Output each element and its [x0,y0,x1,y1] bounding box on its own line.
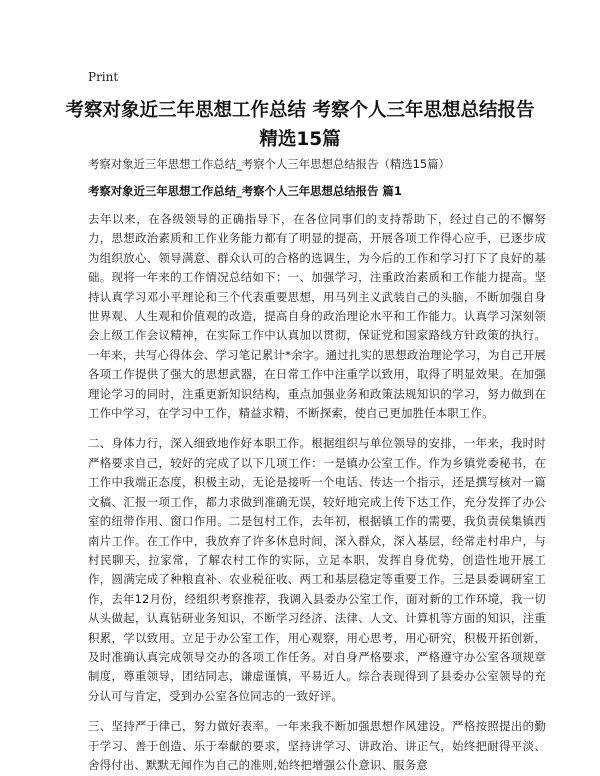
document-subtitle: 考察对象近三年思想工作总结_考察个人三年思想总结报告（精选15篇） [88,157,450,171]
print-link[interactable]: Print [88,70,119,84]
body-paragraph: 二、身体力行，深入细致地作好本职工作。根据组织与单位领导的安排，一年来，我时时严格要求自己，较好的完成了以下几项工作：一是镇办公室工作。作为乡镇党委秘书，在工作中我端正态度，积极主动，无论是接听一个电话、传达一个指示，还是撰写核对一篇文稿、汇报一项工作，都力求做到准确无误，较好地完成上传下达工作，充分发挥了办公室的纽带作用、窗口作用。二是包村工作，去年初，根据镇工作的需要，我负责侯集镇西南片工作。在工作中，我放弃了许多休息时间，深入群众，深入基层，经常走村串户，与村民聊天，拉家常，了解农村工作的实际，立足本职，发挥自身优势，创造性地开展工作，圆满完成了种粮直补、农业税征收、两工和基层稳定等重要工作。三是县委调研室工作，去年12月份，经组织考察推荐，我调入县委办公室工作，面对新的工作环境，我一切从头做起，认真钻研业务知识，不断学习经济、法律、人文、计算机等方面的知识，注重积累，学以致用。立足于办公室工作，用心观察，用心思考，用心研究，积极开拓创新，及时准确认真完成领导交办的各项工作任务。对自身严格要求，严格遵守办公室各项规章制度，尊重领导，团结同志，谦虚谨慎，平易近人。综合表现得到了县委办公室领导的充分认可与肯定，受到办公室各位同志的一致好评。 [88,436,546,703]
body-paragraph: 去年以来，在各级领导的正确指导下，在各位同事们的支持帮助下，经过自己的不懈努力，思想政治素质和工作业务能力都有了明显的提高，开展各项工作得心应手，已逐步成为组织放心、领导满意、群众认可的合格的选调生，为今后的工作和学习打下了良好的基础。现将一年来的工作情况总结如下：一、加强学习，注重政治素质和工作能力提高。坚持认真学习邓小平理论和三个代表重要思想，用马列主义武装自己的头脑，不断加强自身世界观、人生观和价值观的改造，提高自身的政治理论水平和工作能力。认真学习深刻领会上级工作会议精神，在实际工作中认真加以贯彻，保证党和国家路线方针政策的执行。一年来，共写心得体会、学习笔记累计*余字。通过扎实的思想政治理论学习，为自己开展各项工作提供了强大的思想武器，在日常工作中注重学以致用，取得了明显效果。在加强理论学习的同时，注重更新知识结构，重点加强业务和政策法规知识的学习，努力做到在工作中学习，在学习中工作，精益求精，不断探索，使自己更加胜任本职工作。 [88,212,546,421]
document-body [88,210,546,776]
body-paragraph: 三、坚持严于律己，努力做好表率。一年来我不断加强思想作风建设。严格按照提出的勤于学习、善于创造、乐于奉献的要求，坚持讲学习、讲政治、讲正气，始终把耐得平淡、舍得付出、默默无闻作为自己的准则,始终把增强公仆意识、服务意 [88,719,546,772]
section-heading: 考察对象近三年思想工作总结_考察个人三年思想总结报告 篇1 [88,184,402,198]
document-title: 考察对象近三年思想工作总结 考察个人三年思想总结报告 精选15篇 [65,100,535,150]
